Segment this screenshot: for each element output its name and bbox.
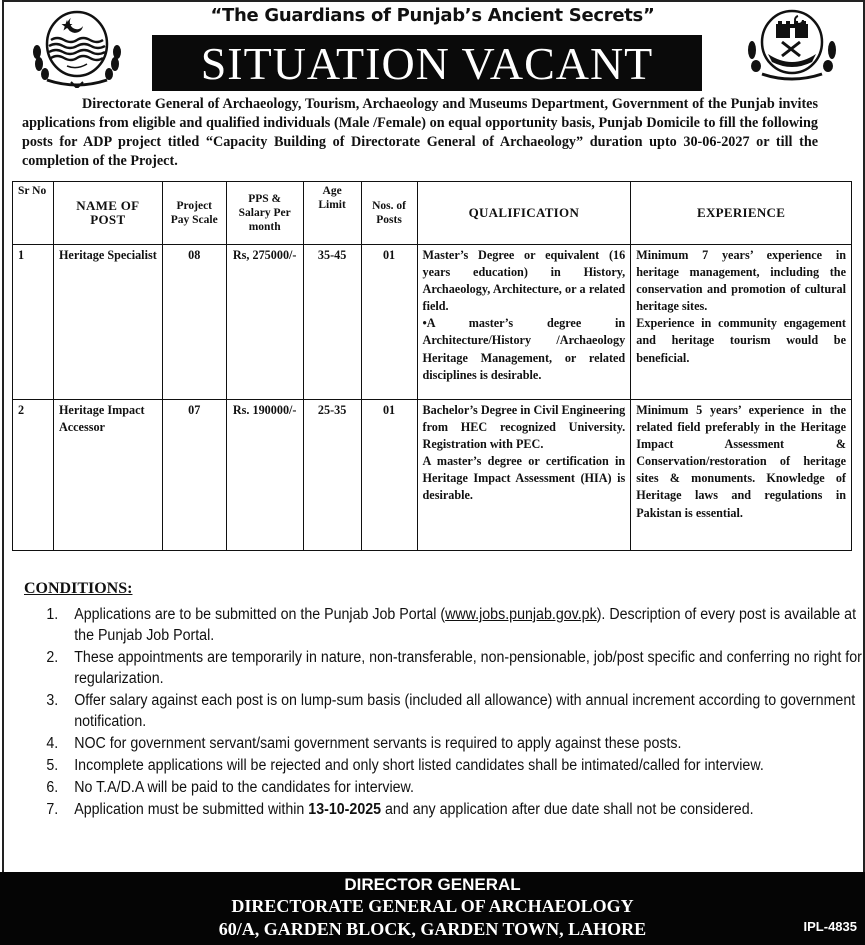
qualification-line: Master’s Degree or equivalent (16 years education) in History, Archaeology, Architecture, or a related field. (422, 248, 626, 314)
cell-nos-of-posts: 01 (361, 245, 417, 400)
header-age-limit: Age Limit (303, 182, 361, 245)
footer-organization: DIRECTORATE GENERAL OF ARCHAEOLOGY (231, 896, 634, 916)
condition-text: These appointments are temporarily in nature, non-transferable, non-pensionable, job/post specific and conferring no right for regularization. (74, 649, 862, 687)
qualification-line: •A master’s degree in Architecture/History /Archaeology Heritage Management, or related disciplines is desirable. (422, 316, 626, 382)
cell-qualification (417, 400, 631, 551)
header-experience: EXPERIENCE (631, 182, 852, 245)
conditions-title: CONDITIONS: (24, 580, 133, 597)
header-qualification: QUALIFICATION (417, 182, 631, 245)
condition-text: ). Description of every post is available at the Punjab Job Portal. (74, 606, 857, 644)
experience-line: Minimum 7 years’ experience in heritage management, including the conservation and promotion of cultural heritage sites. (636, 248, 846, 314)
condition-item (24, 755, 865, 776)
project-title: “Capacity Building of Directorate General of Archaeology” (205, 134, 584, 150)
footer-designation: DIRECTOR GENERAL (344, 875, 521, 894)
header-pay-scale: Project Pay Scale (162, 182, 226, 245)
header-salary: PPS & Salary Per month (226, 182, 303, 245)
condition-text: Incomplete applications will be rejected and only short listed candidates shall be intimated/called for interview. (74, 757, 764, 774)
condition-number: 1. (46, 606, 59, 623)
condition-text: Application must be submitted within (74, 801, 309, 818)
condition-text: Applications are to be submitted on the Punjab Job Portal ( (74, 606, 446, 623)
condition-text: and any application after due date shall not be considered. (381, 801, 754, 818)
condition-text: NOC for government servant/sami government servants is required to apply against these posts. (74, 735, 682, 752)
footer-address: 60/A, GARDEN BLOCK, GARDEN TOWN, LAHORE (218, 919, 647, 939)
cell-experience (631, 400, 852, 551)
condition-text: Offer salary against each post is on lump-sum basis (included all allowance) with annual increment according to government notification. (74, 692, 856, 730)
table-row (13, 245, 852, 400)
footer-reference-code: IPL-4835 (803, 919, 857, 934)
conditions-section (24, 580, 862, 821)
condition-item (24, 733, 865, 754)
qualification-line: A master’s degree or certification in Heritage Impact Assessment (HIA) is desirable. (422, 454, 626, 503)
condition-number: 2. (46, 649, 59, 666)
cell-nos-of-posts: 01 (361, 400, 417, 551)
header-nos-of-posts: Nos. of Posts (361, 182, 417, 245)
cell-age-limit: 35-45 (303, 245, 361, 400)
tagline: “The Guardians of Punjab’s Ancient Secrets” (210, 5, 655, 26)
cell-salary: Rs. 190000/- (226, 400, 303, 551)
intro-text-end: duration upto 30-06-2027 or till the completion of the Project. (22, 134, 819, 169)
job-portal-link[interactable]: www.jobs.punjab.gov.pk (445, 606, 597, 623)
qualification-line: Bachelor’s Degree in Civil Engineering from HEC recognized University. Registration with PEC. (422, 403, 626, 452)
cell-pay-scale: 08 (162, 245, 226, 400)
header-name-of-post: NAME OF POST (53, 182, 162, 245)
condition-text: No T.A/D.A will be paid to the candidates for interview. (74, 779, 414, 796)
cell-name-of-post: Heritage Specialist (53, 245, 162, 400)
cell-pay-scale: 07 (162, 400, 226, 551)
condition-number: 4. (46, 735, 59, 752)
table-header-row (13, 182, 852, 245)
condition-number: 5. (46, 757, 59, 774)
experience-line: Minimum 5 years’ experience in the related field preferably in the Heritage Impact Assessment & Conservation/restoration of heritage sites & monuments. Knowledge of Heritage laws and regulations in Pakistan is essential. (636, 403, 846, 520)
cell-experience (631, 245, 852, 400)
posts-table (12, 181, 852, 551)
cell-age-limit: 25-35 (303, 400, 361, 551)
table-row (13, 400, 852, 551)
cell-sr-no: 1 (13, 245, 54, 400)
cell-sr-no: 2 (13, 400, 54, 551)
conditions-list (24, 604, 862, 820)
cell-salary: Rs, 275000/- (226, 245, 303, 400)
condition-item (24, 690, 865, 732)
header-sr-no: Sr No (13, 182, 54, 245)
condition-number: 3. (46, 692, 59, 709)
cell-qualification (417, 245, 631, 400)
condition-item (24, 799, 865, 820)
intro-text: Directorate General of Archaeology, Tourism, Archaeology and Museums Department, Government of the Punjab invites applications from eligible and qualified individuals (Male /Female) on equal opportunity basis, Punjab Domicile to fill the following posts for ADP project titled (22, 96, 818, 150)
situation-vacant-banner: SITUATION VACANT (152, 35, 702, 91)
condition-item (24, 647, 865, 689)
condition-number: 6. (46, 779, 59, 796)
condition-item (24, 777, 865, 798)
experience-line: Experience in community engagement and heritage tourism would be beneficial. (636, 316, 846, 365)
footer-banner (0, 872, 865, 945)
deadline-date: 13-10-2025 (308, 801, 382, 818)
condition-number: 7. (46, 801, 59, 818)
intro-paragraph (22, 95, 818, 171)
cell-name-of-post: Heritage Impact Accessor (53, 400, 162, 551)
condition-item (24, 604, 865, 646)
